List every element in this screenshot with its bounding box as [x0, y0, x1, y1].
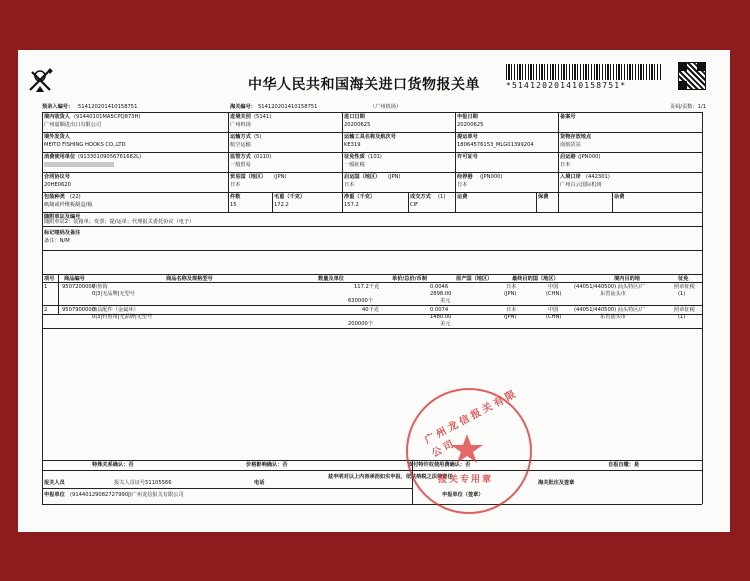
- page-number: 页码/页数：1/1: [670, 104, 707, 110]
- declaration-form: [18, 50, 730, 532]
- customs-no: 514120201410158751: [258, 104, 318, 110]
- pieces-label: 件数: [230, 194, 241, 200]
- goods-domestic1: (44051/440500) 汕头特区/广: [574, 307, 646, 313]
- goods-origin-code: (JPN): [504, 291, 517, 297]
- goods-header-origin: 原产国（地区）: [456, 276, 493, 282]
- goods-name: 钓鱼钩: [92, 284, 108, 290]
- company-seal: [406, 388, 532, 514]
- freight-label: 运费: [457, 194, 468, 200]
- trade-country-name: 日本: [230, 182, 241, 188]
- transport-mode-name: 航空运输: [230, 142, 251, 148]
- entry-port-code: (442301): [586, 174, 610, 180]
- goods-levy2: (1): [678, 314, 686, 320]
- goods-name: 渔具配件（金属环）: [92, 307, 139, 313]
- levy-code: (101): [368, 154, 382, 160]
- declarer-cert: 报关人员证号51105566: [114, 480, 172, 486]
- self-pay-confirm: 自报自缴：是: [608, 462, 640, 468]
- consumer-label: 消费使用单位: [44, 154, 76, 160]
- goods-qty2: 630000个: [348, 298, 373, 304]
- supervision-name: 一般贸易: [230, 162, 251, 168]
- barcode: [506, 64, 662, 80]
- deal-code: (1): [438, 194, 446, 200]
- customs-note: 海关批注及签章: [538, 480, 575, 486]
- transit-label: 经停港: [457, 174, 473, 180]
- docs-value: 随附单证2：装箱单；发票；提/运单；代理报关委托协议（电子）: [44, 219, 195, 225]
- goods-seq: 2: [44, 307, 48, 313]
- goods-domestic2: 东省汕头市: [600, 314, 626, 320]
- customs-no-label: 海关编号：: [230, 104, 256, 110]
- goods-currency: 美元: [440, 321, 451, 327]
- goods-qty1: 40千克: [362, 307, 379, 313]
- consignee-label: 境内收货人: [44, 114, 70, 120]
- bill-no-label: 提运单号: [457, 134, 478, 140]
- entry-port-label: 入境口岸: [560, 174, 581, 180]
- contract: 20HE0620: [44, 182, 71, 188]
- storage: 南航货站: [560, 142, 581, 148]
- unit-value: (91440129082727990J)广州龙信报关有限公司: [70, 492, 184, 498]
- docs-label: 随附单证及编号: [44, 214, 81, 220]
- seal-sub: 报关专用章: [438, 475, 494, 485]
- redacted-block: [44, 162, 114, 167]
- pre-entry-label: 预录入编号：: [42, 104, 74, 110]
- goods-origin-name: 日本: [506, 307, 517, 313]
- origin-country-name: 日本: [344, 182, 355, 188]
- goods-code: 9507900000: [62, 307, 96, 313]
- qr-code-icon: [678, 62, 706, 90]
- goods-total: 2898.00: [430, 291, 452, 297]
- pieces: 15: [230, 202, 237, 208]
- goods-qty2: 200000个: [348, 321, 373, 327]
- goods-dest-code: (CHN): [546, 291, 562, 297]
- dest-port-label: 启运港: [560, 154, 576, 160]
- royalty-confirm: 支付特许权使用费确认：否: [408, 462, 471, 468]
- import-date: 20200625: [344, 122, 371, 128]
- packing-label: 包装种类: [44, 194, 65, 200]
- goods-header-price: 单价/总价/币制: [392, 276, 427, 282]
- barcode-text: *514120201410158751*: [506, 81, 627, 90]
- trade-country-label: 贸易国（地区）: [230, 174, 267, 180]
- price-effect-confirm: 价格影响确认：否: [246, 462, 288, 468]
- consignor-name: MEITO FISHING HOOKS CO.,LTD: [44, 142, 126, 148]
- special-relation-confirm: 特殊关系确认：否: [92, 462, 134, 468]
- goods-header-seq: 项号: [44, 276, 55, 282]
- goods-origin-name: 日本: [506, 284, 517, 290]
- consignee-name: 广州嘉顺进出口有限公司: [44, 122, 102, 128]
- gross-label: 毛重（千克）: [274, 194, 306, 200]
- goods-seq: 1: [44, 284, 48, 290]
- goods-unit-price: 0.0046: [430, 284, 449, 290]
- levy-name: 一般征税: [344, 162, 365, 168]
- customs-emblem-icon: [24, 66, 56, 96]
- declarer-label: 报关人员: [44, 480, 65, 486]
- origin-country-label: 启运国（地区）: [344, 174, 381, 180]
- transport-tool-label: 运输工具名称及航次号: [344, 134, 396, 140]
- deal-label: 成交方式: [410, 194, 431, 200]
- bill-no: 18064576153_MLG01399204: [457, 142, 534, 148]
- goods-header-dest: 最终目的国（地区）: [512, 276, 559, 282]
- customs-place: （广州机场）: [370, 104, 402, 110]
- goods-code: 9507200000: [62, 284, 96, 290]
- net-label: 净重（千克）: [344, 194, 376, 200]
- supervision-code: (0110): [254, 154, 272, 160]
- goods-header-qty: 数量及单位: [318, 276, 344, 282]
- marks-label: 标记唛码及备注: [44, 230, 81, 236]
- statement: 兹申明对以上内容承担如实申报、依法纳税之法律责任: [328, 474, 453, 480]
- transport-mode-code: (5): [254, 134, 262, 140]
- gross: 172.2: [274, 202, 289, 208]
- transit-code: (JPN000): [480, 174, 503, 180]
- seal-text: 广州龙信报关有限公司: [423, 387, 521, 460]
- goods-dest-name: 中国: [548, 284, 559, 290]
- goods-origin-code: (JPN): [504, 314, 517, 320]
- declare-date: 20200625: [457, 122, 484, 128]
- goods-domestic1: (44051/440500) 汕头特区/广: [574, 284, 646, 290]
- unit-label: 申报单位: [44, 492, 65, 498]
- dest-port-name: 日本: [560, 162, 571, 168]
- dest-port-code: (JPN000): [578, 154, 601, 160]
- misc-label: 杂费: [614, 194, 625, 200]
- goods-spec: 0|3|钓鱼用|无品牌|无型号: [92, 314, 153, 320]
- goods-currency: 美元: [440, 298, 451, 304]
- goods-levy1: 照章征税: [674, 284, 695, 290]
- goods-domestic2: 东省汕头市: [600, 291, 626, 297]
- goods-header-code: 商品编号: [64, 276, 85, 282]
- import-date-label: 进口日期: [344, 114, 365, 120]
- goods-spec: 0|3|无品牌|无型号: [92, 291, 135, 297]
- transport-tool: KE319: [344, 142, 361, 148]
- insurance-label: 保费: [538, 194, 549, 200]
- goods-unit-price: 0.0074: [430, 307, 449, 313]
- declare-date-label: 申报日期: [457, 114, 478, 120]
- contract-label: 合同协议号: [44, 174, 70, 180]
- goods-qty1: 117.2千克: [354, 284, 380, 290]
- entry-customs-name: 广州机场: [230, 122, 251, 128]
- license-label: 许可证号: [457, 154, 478, 160]
- transport-mode-label: 运输方式: [230, 134, 251, 140]
- unit-sign: 申报单位（签章）: [442, 492, 484, 498]
- entry-customs-code: (5141): [254, 114, 272, 120]
- net: 157.2: [344, 202, 359, 208]
- goods-dest-name: 中国: [548, 307, 559, 313]
- deal-name: CIF: [410, 202, 419, 208]
- entry-customs-label: 进境关别: [230, 114, 251, 120]
- packing-name: 纸制或纤维板制盒/箱: [44, 202, 93, 208]
- goods-dest-code: (CHN): [546, 314, 562, 320]
- goods-levy1: 照章征税: [674, 307, 695, 313]
- supervision-label: 监管方式: [230, 154, 251, 160]
- origin-country-code: (JPN): [388, 174, 401, 180]
- goods-header-name: 商品名称及规格型号: [166, 276, 213, 282]
- phone-label: 电话: [254, 480, 265, 486]
- form-title: 中华人民共和国海关进口货物报关单: [248, 77, 480, 93]
- marks-value: 备注：N/M: [44, 238, 70, 244]
- transit-name: 日本: [457, 182, 468, 188]
- record-no-label: 备案号: [560, 114, 576, 120]
- levy-label: 征免性质: [344, 154, 365, 160]
- consignor-label: 境外发货人: [44, 134, 70, 140]
- packing-code: (22): [70, 194, 81, 200]
- consumer-code: (91330109056761682L): [78, 154, 142, 160]
- goods-total: 1480.00: [430, 314, 452, 320]
- pre-entry-no: 514120201410158751: [78, 104, 138, 110]
- goods-header-levy: 征免: [678, 276, 689, 282]
- trade-country-code: (JPN): [274, 174, 287, 180]
- storage-label: 货物存放地点: [560, 134, 592, 140]
- goods-levy2: (1): [678, 291, 686, 297]
- entry-port-name: 广州白云国际机场: [560, 182, 602, 188]
- consignee-code: (91440101MA5CPQ873H): [74, 114, 141, 120]
- goods-header-domestic: 境内目的地: [614, 276, 640, 282]
